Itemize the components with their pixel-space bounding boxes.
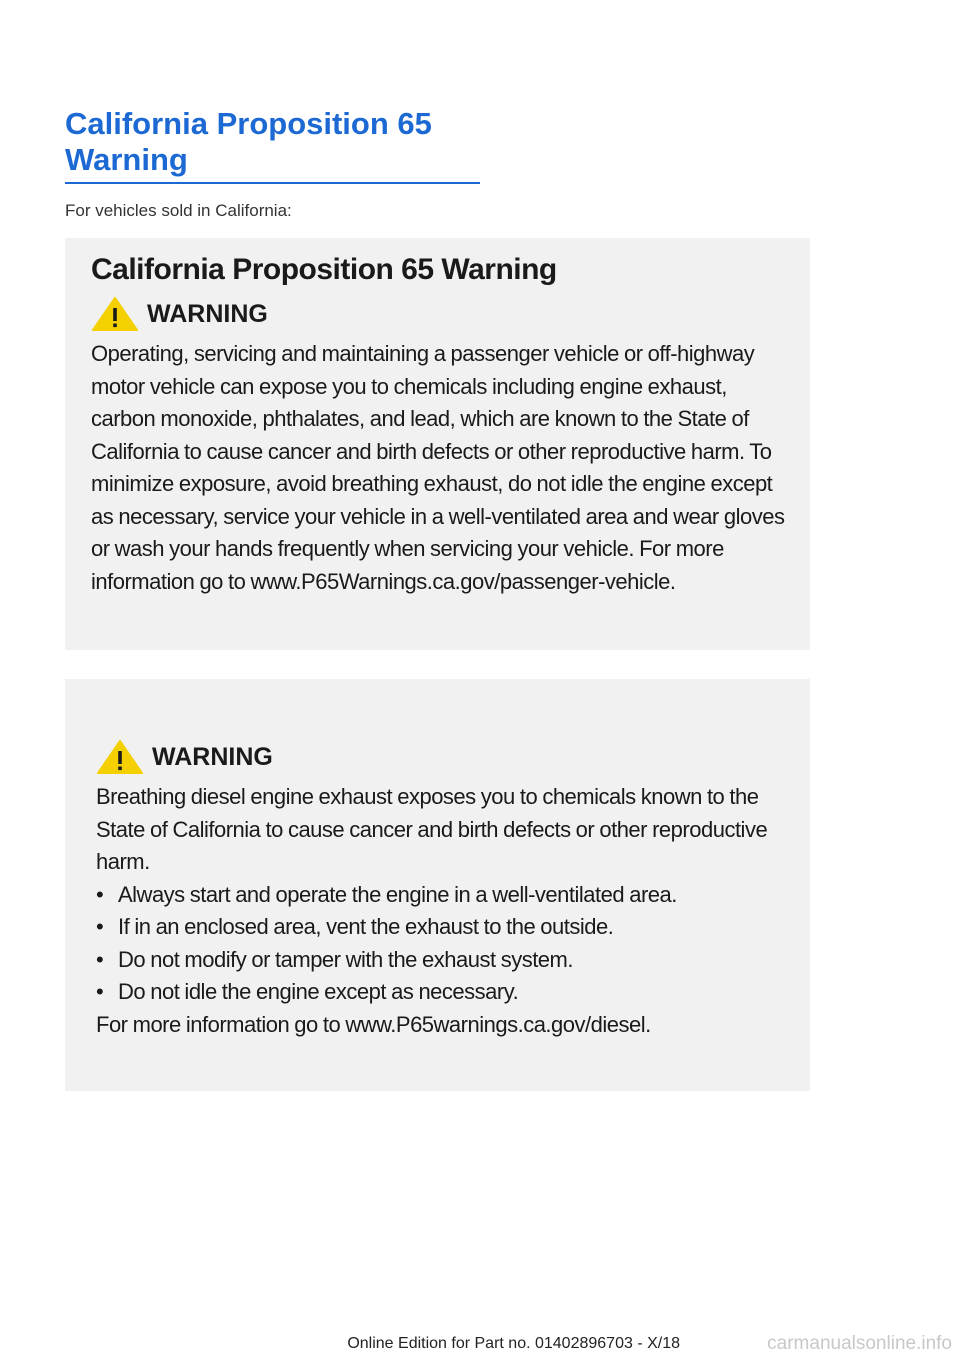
warning-body-text: Operating, servicing and maintaining a passenger vehicle or off-highway motor vehicle can expose you to chemicals including engine exhaust, carbon monoxide, phthalates, and lead, which are known to the State of California to cause cancer and birth defects or other reproductive harm. To minimize exposure, avoid breathing exhaust, do not idle the engine except as necessary, service your vehicle in a well-ventilated area and wear gloves or wash your hands frequently when servicing your vehicle. For more information go to www.P65Warnings.ca.gov/passenger-vehicle. bbox=[91, 341, 785, 594]
warning-label: WARNING bbox=[152, 743, 273, 771]
bullet-icon: • bbox=[96, 946, 104, 972]
warning-body-text: Breathing diesel engine exhaust exposes you to chemicals known to the State of California to cause cancer and birth defects or other reproductive harm. bbox=[96, 784, 768, 874]
warning-box-title: California Proposition 65 Warning bbox=[91, 253, 557, 286]
page-title: California Proposition 65 Warning bbox=[65, 106, 432, 177]
footer-edition: Online Edition for Part no. 01402896703 - X/18 bbox=[347, 1335, 680, 1352]
bullet-icon: • bbox=[96, 979, 104, 1004]
warning-label: WARNING bbox=[147, 300, 268, 328]
warning-header bbox=[96, 739, 790, 775]
precaution-list bbox=[96, 879, 790, 1009]
list-item bbox=[96, 944, 790, 977]
list-item bbox=[96, 911, 790, 944]
warning-header bbox=[91, 296, 790, 332]
list-item-text: If in an enclosed area, vent the exhaust to the outside. bbox=[118, 914, 614, 939]
list-item bbox=[96, 976, 790, 1009]
list-item bbox=[96, 879, 790, 912]
bullet-icon: • bbox=[96, 914, 104, 939]
list-item-text: Do not idle the engine except as necessary. bbox=[118, 979, 519, 1004]
list-item-text: Always start and operate the engine in a well-ventilated area. bbox=[118, 881, 677, 907]
list-item-text: Do not modify or tamper with the exhaust system. bbox=[118, 946, 573, 972]
bullet-icon: • bbox=[96, 881, 104, 907]
diesel-warning-box bbox=[65, 679, 810, 1091]
warning-triangle-icon bbox=[91, 296, 139, 332]
watermark: carmanualsonline.info bbox=[767, 1333, 952, 1354]
intro-text: For vehicles sold in California: bbox=[65, 201, 292, 220]
warning-triangle-icon bbox=[96, 739, 144, 775]
heading-divider bbox=[65, 182, 480, 184]
prop65-warning-box bbox=[65, 238, 810, 650]
warning-closing-text: For more information go to www.P65warnings.ca.gov/diesel. bbox=[96, 1011, 651, 1037]
